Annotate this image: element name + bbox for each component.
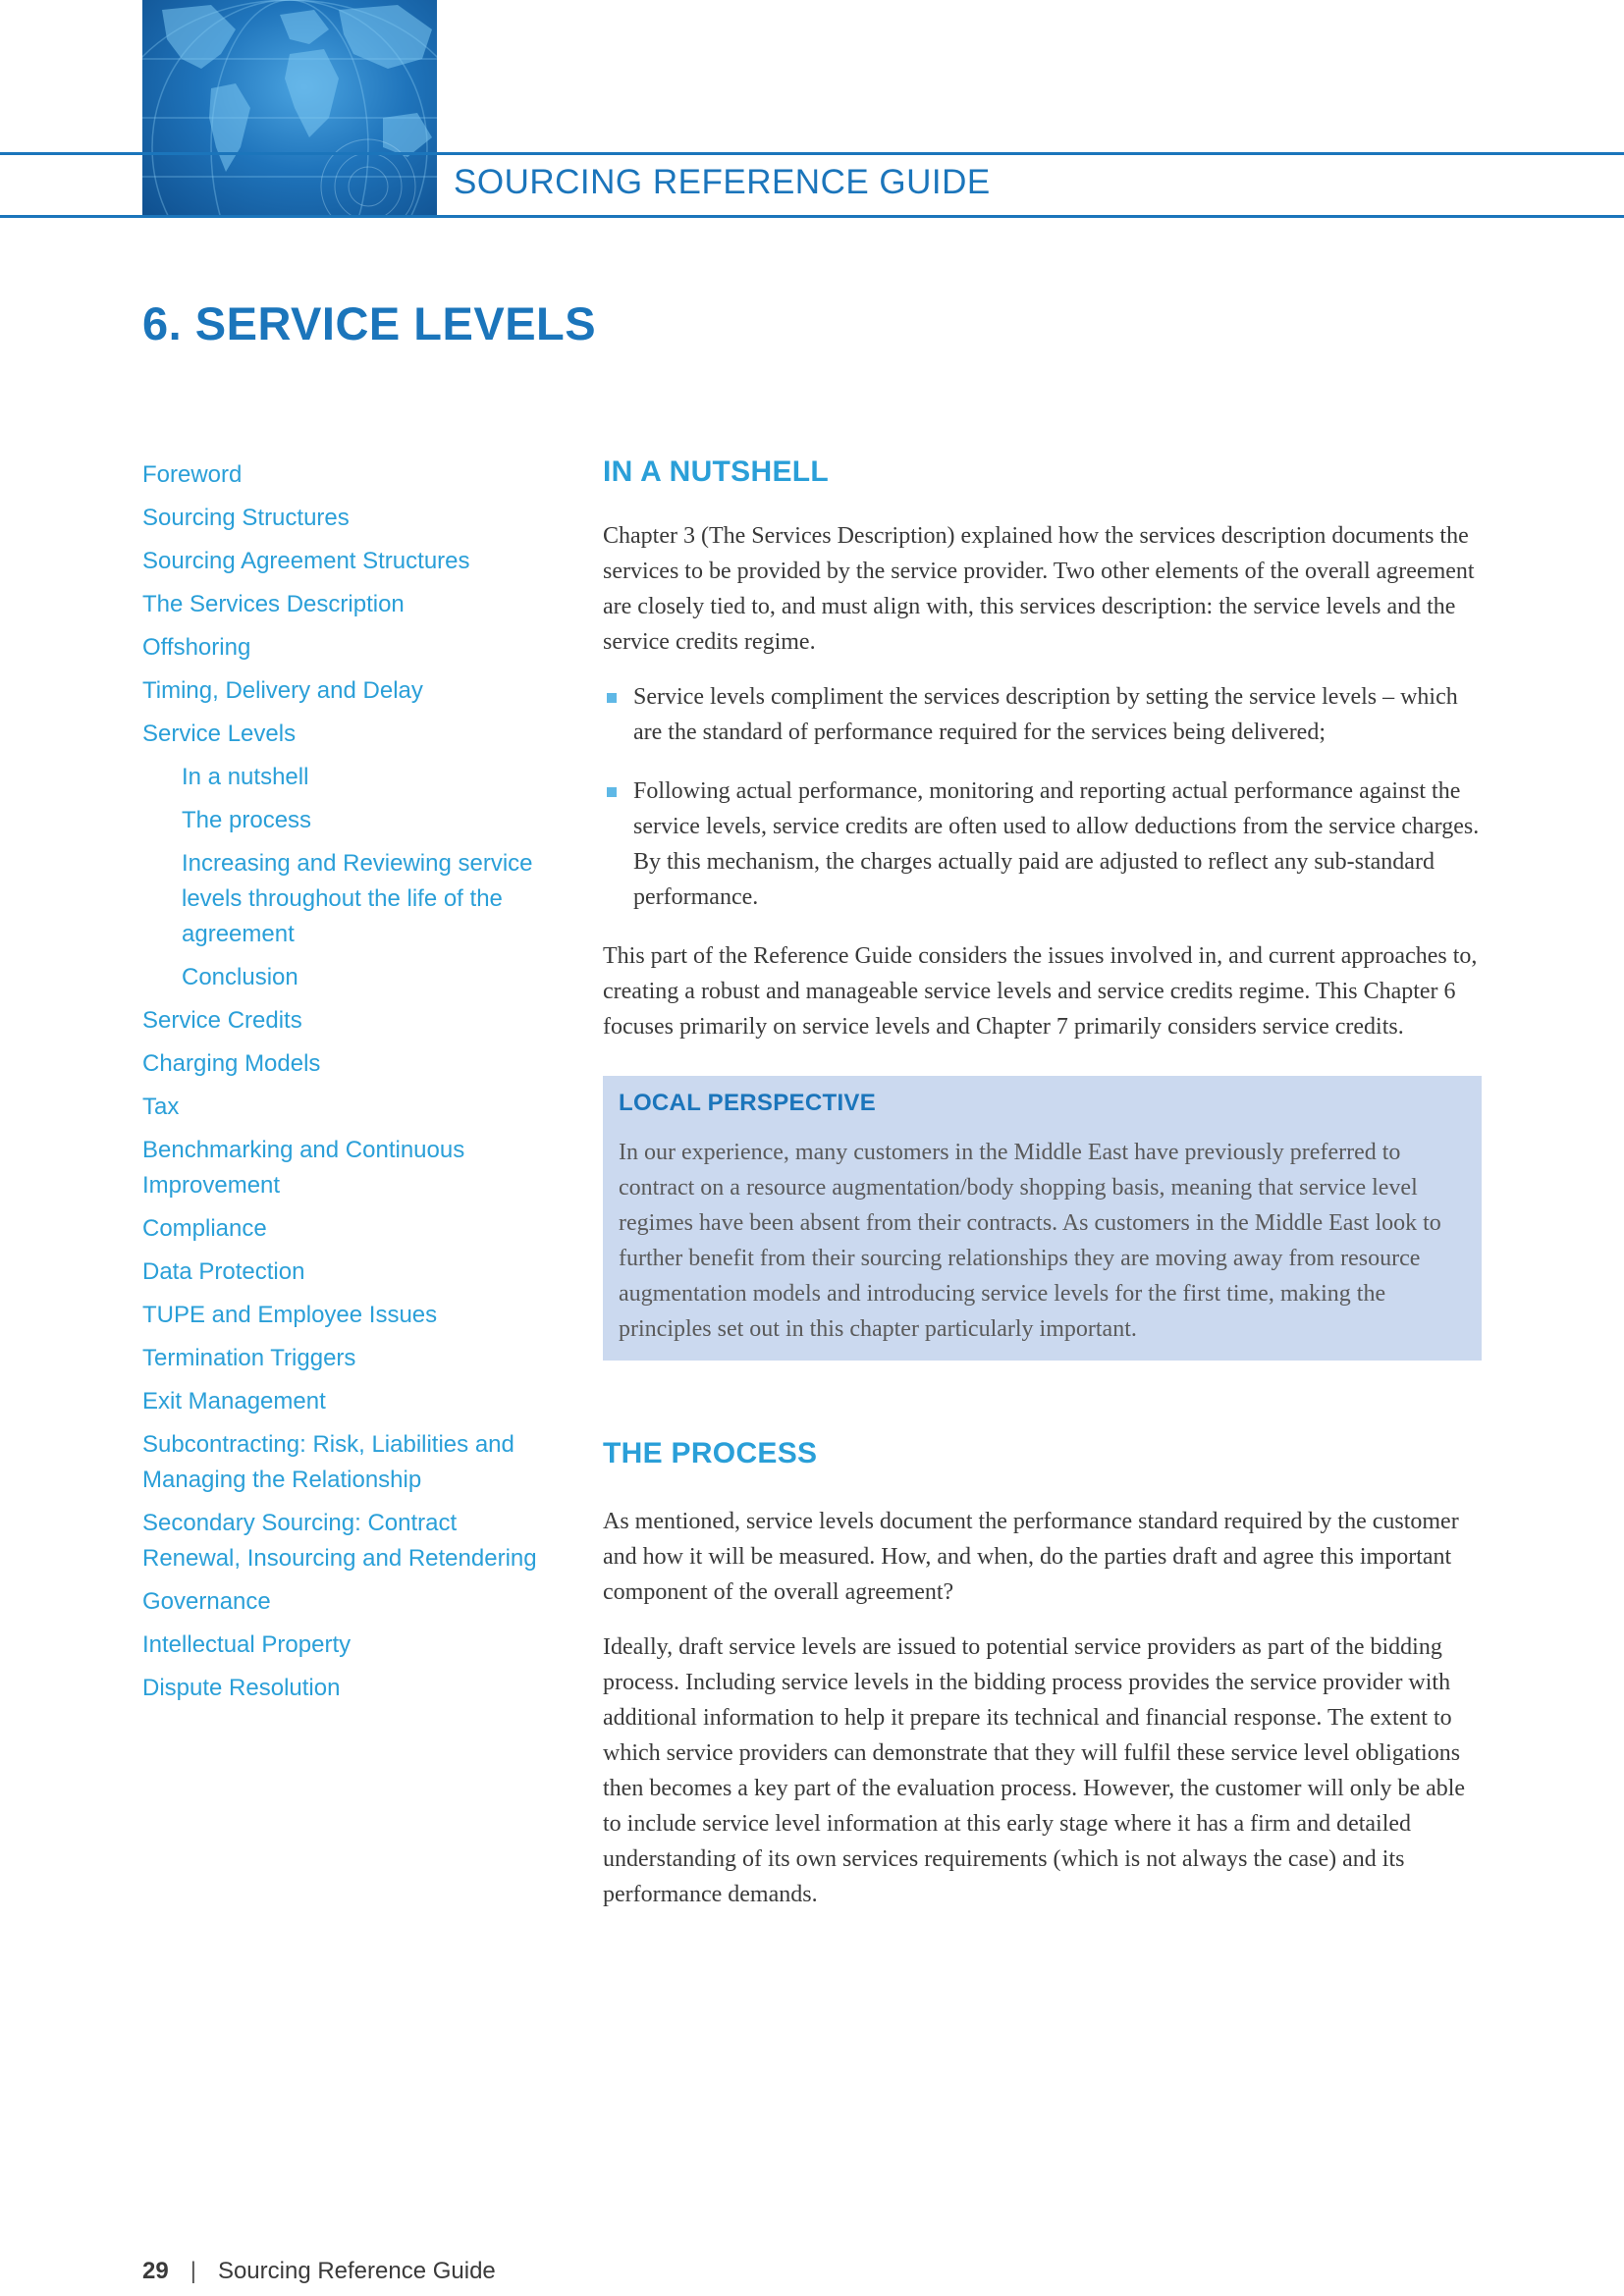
toc-item-offshoring[interactable]: Offshoring	[142, 634, 251, 661]
local-perspective-title: LOCAL PERSPECTIVE	[619, 1090, 877, 1116]
chapter-title: 6. SERVICE LEVELS	[142, 297, 597, 349]
page-number: 29	[142, 2258, 169, 2284]
toc-item-tax[interactable]: Tax	[142, 1094, 180, 1120]
toc-subitem-increasing-reviewing[interactable]: Increasing and Reviewing service levels throughout the life of the agreement	[182, 850, 533, 947]
main-content	[603, 455, 1482, 1932]
toc-item-timing-delivery-delay[interactable]: Timing, Delivery and Delay	[142, 677, 423, 704]
toc-item-secondary-sourcing[interactable]: Secondary Sourcing: Contract Renewal, Insourcing and Retendering	[142, 1510, 537, 1572]
toc-item-termination-triggers[interactable]: Termination Triggers	[142, 1345, 356, 1371]
toc-item-charging-models[interactable]: Charging Models	[142, 1050, 321, 1077]
toc-item-data-protection[interactable]: Data Protection	[142, 1258, 305, 1285]
bullet-text: Service levels compliment the services description by setting the service levels – which are the standard of performance required for the services being delivered;	[633, 684, 1458, 745]
toc-item-benchmarking[interactable]: Benchmarking and Continuous Improvement	[142, 1137, 465, 1199]
toc-item-dispute-resolution[interactable]: Dispute Resolution	[142, 1675, 341, 1701]
toc-item-sourcing-agreement-structures[interactable]: Sourcing Agreement Structures	[142, 548, 470, 574]
toc-subitem-conclusion[interactable]: Conclusion	[182, 964, 298, 990]
local-perspective-box	[603, 1076, 1482, 1361]
toc-item-services-description[interactable]: The Services Description	[142, 591, 405, 617]
footer-separator: |	[189, 2258, 196, 2284]
toc-subitem-in-a-nutshell[interactable]: In a nutshell	[182, 764, 309, 790]
header-bottom-rule	[0, 215, 1624, 218]
toc-item-exit-management[interactable]: Exit Management	[142, 1388, 326, 1415]
footer-label: Sourcing Reference Guide	[217, 2258, 496, 2284]
header-globe-image	[142, 0, 437, 218]
toc-item-service-credits[interactable]: Service Credits	[142, 1007, 302, 1034]
table-of-contents	[142, 457, 555, 1714]
nutshell-intro: Chapter 3 (The Services Description) explained how the services description documents the services to be provided by the service provider. Two other elements of the overall agreement are closely tied to, and must align with, this services description: the service levels and the service credits regime.	[603, 523, 1475, 655]
toc-item-tupe[interactable]: TUPE and Employee Issues	[142, 1302, 438, 1328]
square-bullet-icon	[607, 787, 617, 797]
square-bullet-icon	[607, 693, 617, 703]
nutshell-closing: This part of the Reference Guide considers the issues involved in, and current approaches to, creating a robust and manageable service levels and service credits regime. This Chapter 6 focuses primarily on service levels and Chapter 7 primarily considers service credits.	[603, 943, 1478, 1040]
toc-subitem-the-process[interactable]: The process	[182, 807, 312, 833]
local-perspective-text: In our experience, many customers in the Middle East have previously preferred to contract on a resource augmentation/body shopping basis, meaning that service level regimes have been absent from their contracts. As customers in the Middle East look to further benefit from their sourcing relationships they are moving away from resource augmentation models and introducing service levels for the first time, making the principles set out in this chapter particularly important.	[619, 1140, 1441, 1342]
process-heading: THE PROCESS	[603, 1437, 818, 1469]
bullet-text: Following actual performance, monitoring and reporting actual performance against the service levels, service credits are often used to allow deductions from the service charges. By this mechanism, the charges actually paid are adjusted to reflect any sub-standard performance.	[633, 778, 1480, 910]
nutshell-heading: IN A NUTSHELL	[603, 455, 829, 488]
process-paragraph-1: As mentioned, service levels document the performance standard required by the customer and how it will be measured. How, and when, do the parties draft and agree this important component of the overall agreement?	[603, 1509, 1459, 1605]
process-paragraph-2: Ideally, draft service levels are issued to potential service providers as part of the bidding process. Including service levels in the bidding process provides the service provider with additional information to help it prepare its technical and financial response. The extent to which service providers can demonstrate that they will fulfil these service level obligations then becomes a key part of the evaluation process. However, the customer will only be able to include service level information at this early stage where it has a firm and detailed understanding of its own services requirements (which is not always the case) and its performance demands.	[603, 1634, 1466, 1907]
nutshell-bullet-list	[603, 679, 1482, 915]
globe-map-graphic	[142, 0, 437, 218]
bullet-item	[603, 679, 1482, 750]
toc-item-compliance[interactable]: Compliance	[142, 1215, 267, 1242]
toc-item-service-levels[interactable]: Service Levels	[142, 721, 297, 747]
header-top-rule	[0, 152, 1624, 155]
guide-title: SOURCING REFERENCE GUIDE	[454, 163, 991, 201]
bullet-item	[603, 774, 1482, 915]
toc-item-sourcing-structures[interactable]: Sourcing Structures	[142, 505, 350, 531]
toc-item-foreword[interactable]: Foreword	[142, 461, 243, 488]
toc-item-governance[interactable]: Governance	[142, 1588, 271, 1615]
toc-item-subcontracting[interactable]: Subcontracting: Risk, Liabilities and Managing the Relationship	[142, 1431, 514, 1493]
toc-item-intellectual-property[interactable]: Intellectual Property	[142, 1631, 352, 1658]
page-footer	[142, 2258, 496, 2285]
